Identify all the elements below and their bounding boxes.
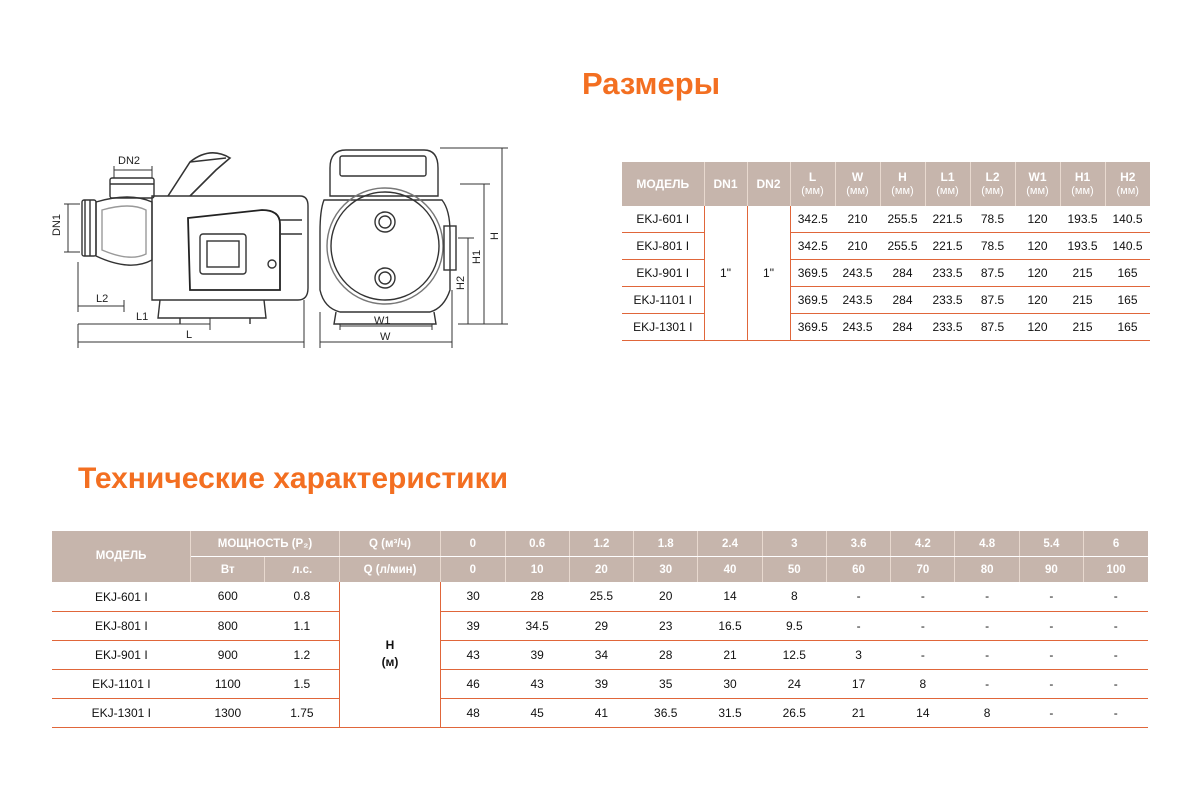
q-m3-value: 3.6 bbox=[826, 531, 890, 557]
dimensions-table bbox=[622, 162, 1150, 341]
l-label: L bbox=[186, 329, 193, 341]
cell-head: - bbox=[1019, 611, 1083, 640]
cell-w: 210 bbox=[835, 206, 880, 233]
cell-w1: 120 bbox=[1015, 260, 1060, 287]
cell-power-hp: 1.5 bbox=[265, 669, 339, 698]
cell-head: 14 bbox=[698, 582, 762, 611]
side-dimension-lines bbox=[64, 166, 304, 348]
header-model: МОДЕЛЬ bbox=[52, 531, 191, 582]
cell-head: 31.5 bbox=[698, 698, 762, 727]
header-dn1: DN1 bbox=[704, 162, 747, 206]
cell-h2: 165 bbox=[1105, 287, 1150, 314]
table-row bbox=[52, 640, 1148, 669]
cell-power-w: 1100 bbox=[191, 669, 265, 698]
l2-label: L2 bbox=[96, 293, 109, 305]
cell-head: - bbox=[891, 611, 955, 640]
cell-w1: 120 bbox=[1015, 233, 1060, 260]
h2-label: H2 bbox=[455, 275, 467, 290]
header-q-m3: Q (м³/ч) bbox=[339, 531, 440, 557]
table-row bbox=[52, 669, 1148, 698]
cell-head: 41 bbox=[569, 698, 633, 727]
q-lmin-value: 30 bbox=[634, 557, 698, 583]
cell-head: 20 bbox=[634, 582, 698, 611]
cell-w: 210 bbox=[835, 233, 880, 260]
cell-head: - bbox=[1084, 611, 1148, 640]
cell-head: - bbox=[891, 582, 955, 611]
cell-head: - bbox=[1019, 582, 1083, 611]
cell-head: 30 bbox=[698, 669, 762, 698]
pump-side-view bbox=[82, 153, 308, 324]
table-row bbox=[622, 314, 1150, 341]
q-lmin-value: 20 bbox=[569, 557, 633, 583]
header-power-hp: л.с. bbox=[265, 557, 339, 583]
cell-head: 12.5 bbox=[762, 640, 826, 669]
cell-head: 24 bbox=[762, 669, 826, 698]
cell-l1: 233.5 bbox=[925, 314, 970, 341]
cell-head: 17 bbox=[826, 669, 890, 698]
cell-w: 243.5 bbox=[835, 260, 880, 287]
q-m3-value: 1.8 bbox=[634, 531, 698, 557]
cell-w: 243.5 bbox=[835, 287, 880, 314]
cell-w1: 120 bbox=[1015, 314, 1060, 341]
cell-w1: 120 bbox=[1015, 206, 1060, 233]
header-l: L (мм) bbox=[790, 162, 835, 206]
h-label: H bbox=[489, 232, 501, 240]
cell-head: 25.5 bbox=[569, 582, 633, 611]
cell-head: 8 bbox=[762, 582, 826, 611]
cell-l1: 221.5 bbox=[925, 233, 970, 260]
cell-l1: 221.5 bbox=[925, 206, 970, 233]
cell-head: 39 bbox=[505, 640, 569, 669]
cell-head: - bbox=[955, 582, 1019, 611]
cell-head: - bbox=[1019, 640, 1083, 669]
header-q-lmin: Q (л/мин) bbox=[339, 557, 440, 583]
cell-power-hp: 1.1 bbox=[265, 611, 339, 640]
cell-l: 342.5 bbox=[790, 233, 835, 260]
cell-head: 48 bbox=[441, 698, 505, 727]
cell-head: 30 bbox=[441, 582, 505, 611]
cell-head: 26.5 bbox=[762, 698, 826, 727]
cell-h1: 215 bbox=[1060, 314, 1105, 341]
side-dimension-labels bbox=[51, 155, 192, 341]
cell-l2: 87.5 bbox=[970, 314, 1015, 341]
table-row bbox=[622, 233, 1150, 260]
cell-h2: 140.5 bbox=[1105, 233, 1150, 260]
cell-h: 284 bbox=[880, 314, 925, 341]
dn2-label: DN2 bbox=[118, 155, 141, 167]
cell-h1: 215 bbox=[1060, 287, 1105, 314]
cell-power-w: 1300 bbox=[191, 698, 265, 727]
header-dn2: DN2 bbox=[747, 162, 790, 206]
cell-head: 46 bbox=[441, 669, 505, 698]
q-lmin-value: 70 bbox=[891, 557, 955, 583]
cell-l: 369.5 bbox=[790, 260, 835, 287]
cell-model: EKJ-1301 I bbox=[622, 314, 704, 341]
q-lmin-value: 10 bbox=[505, 557, 569, 583]
cell-model: EKJ-1101 I bbox=[622, 287, 704, 314]
specs-header-row-2 bbox=[52, 557, 1148, 583]
cell-model: EKJ-1101 I bbox=[52, 669, 191, 698]
cell-model: EKJ-801 I bbox=[622, 233, 704, 260]
cell-head: - bbox=[891, 640, 955, 669]
cell-head: 34 bbox=[569, 640, 633, 669]
cell-l1: 233.5 bbox=[925, 260, 970, 287]
header-h: H (мм) bbox=[880, 162, 925, 206]
pump-dimension-drawing bbox=[40, 140, 520, 360]
cell-l2: 87.5 bbox=[970, 260, 1015, 287]
cell-head: 36.5 bbox=[634, 698, 698, 727]
header-w1: W1 (мм) bbox=[1015, 162, 1060, 206]
q-m3-value: 4.2 bbox=[891, 531, 955, 557]
w1-label: W1 bbox=[374, 315, 391, 327]
w-label: W bbox=[380, 331, 391, 343]
dimensions-header-row bbox=[622, 162, 1150, 206]
q-m3-value: 3 bbox=[762, 531, 826, 557]
pump-front-view bbox=[320, 150, 456, 324]
table-row bbox=[622, 260, 1150, 287]
cell-head: 28 bbox=[505, 582, 569, 611]
cell-l2: 87.5 bbox=[970, 287, 1015, 314]
cell-model: EKJ-601 I bbox=[52, 582, 191, 611]
cell-power-hp: 1.75 bbox=[265, 698, 339, 727]
cell-h2: 140.5 bbox=[1105, 206, 1150, 233]
cell-head: - bbox=[1084, 582, 1148, 611]
cell-head: 3 bbox=[826, 640, 890, 669]
cell-head: - bbox=[1019, 669, 1083, 698]
q-m3-value: 4.8 bbox=[955, 531, 1019, 557]
cell-model: EKJ-801 I bbox=[52, 611, 191, 640]
cell-head: - bbox=[826, 611, 890, 640]
cell-h: 255.5 bbox=[880, 233, 925, 260]
cell-h1: 193.5 bbox=[1060, 206, 1105, 233]
cell-power-w: 800 bbox=[191, 611, 265, 640]
cell-head: 39 bbox=[569, 669, 633, 698]
table-row bbox=[52, 582, 1148, 611]
q-lmin-value: 40 bbox=[698, 557, 762, 583]
head-unit: (м) bbox=[381, 655, 399, 670]
cell-head: 8 bbox=[955, 698, 1019, 727]
cell-power-hp: 1.2 bbox=[265, 640, 339, 669]
q-lmin-value: 60 bbox=[826, 557, 890, 583]
cell-power-hp: 0.8 bbox=[265, 582, 339, 611]
q-lmin-value: 0 bbox=[441, 557, 505, 583]
cell-power-w: 600 bbox=[191, 582, 265, 611]
cell-h1: 193.5 bbox=[1060, 233, 1105, 260]
table-row bbox=[52, 611, 1148, 640]
front-dimension-lines bbox=[320, 148, 508, 348]
cell-dn1: 1" bbox=[704, 206, 747, 341]
cell-head: - bbox=[955, 611, 1019, 640]
cell-head: 14 bbox=[891, 698, 955, 727]
cell-head: - bbox=[1084, 640, 1148, 669]
cell-head: - bbox=[1019, 698, 1083, 727]
cell-power-w: 900 bbox=[191, 640, 265, 669]
cell-h2: 165 bbox=[1105, 260, 1150, 287]
table-row bbox=[622, 287, 1150, 314]
cell-h: 284 bbox=[880, 287, 925, 314]
cell-dn2: 1" bbox=[747, 206, 790, 341]
dimensions-title: Размеры bbox=[582, 66, 721, 101]
specs-table bbox=[52, 531, 1148, 728]
cell-l1: 233.5 bbox=[925, 287, 970, 314]
cell-l: 369.5 bbox=[790, 314, 835, 341]
header-model: МОДЕЛЬ bbox=[622, 162, 704, 206]
cell-head: 29 bbox=[569, 611, 633, 640]
q-lmin-value: 90 bbox=[1019, 557, 1083, 583]
q-lmin-value: 80 bbox=[955, 557, 1019, 583]
cell-head: 21 bbox=[698, 640, 762, 669]
cell-h: 255.5 bbox=[880, 206, 925, 233]
cell-l: 369.5 bbox=[790, 287, 835, 314]
head-label: H bbox=[385, 638, 395, 653]
cell-l2: 78.5 bbox=[970, 233, 1015, 260]
cell-head: - bbox=[826, 582, 890, 611]
cell-model: EKJ-601 I bbox=[622, 206, 704, 233]
cell-head: - bbox=[1084, 698, 1148, 727]
cell-head-label bbox=[339, 582, 440, 727]
specs-header-row-1 bbox=[52, 531, 1148, 557]
cell-head: 39 bbox=[441, 611, 505, 640]
cell-head: 43 bbox=[441, 640, 505, 669]
cell-head: - bbox=[1084, 669, 1148, 698]
cell-head: 28 bbox=[634, 640, 698, 669]
cell-head: 23 bbox=[634, 611, 698, 640]
header-power-w: Вт bbox=[191, 557, 265, 583]
q-lmin-value: 50 bbox=[762, 557, 826, 583]
q-m3-value: 1.2 bbox=[569, 531, 633, 557]
cell-l: 342.5 bbox=[790, 206, 835, 233]
cell-head: - bbox=[955, 669, 1019, 698]
q-m3-value: 0.6 bbox=[505, 531, 569, 557]
cell-w: 243.5 bbox=[835, 314, 880, 341]
cell-head: 8 bbox=[891, 669, 955, 698]
cell-head: 35 bbox=[634, 669, 698, 698]
header-l2: L2 (мм) bbox=[970, 162, 1015, 206]
specs-title: Технические характеристики bbox=[78, 462, 509, 495]
cell-h2: 165 bbox=[1105, 314, 1150, 341]
q-m3-value: 0 bbox=[441, 531, 505, 557]
cell-head: 9.5 bbox=[762, 611, 826, 640]
cell-h1: 215 bbox=[1060, 260, 1105, 287]
cell-head: 34.5 bbox=[505, 611, 569, 640]
q-m3-value: 6 bbox=[1084, 531, 1148, 557]
table-row bbox=[622, 206, 1150, 233]
cell-head: 16.5 bbox=[698, 611, 762, 640]
cell-model: EKJ-1301 I bbox=[52, 698, 191, 727]
q-m3-value: 2.4 bbox=[698, 531, 762, 557]
header-power: МОЩНОСТЬ (P₂) bbox=[191, 531, 340, 557]
cell-l2: 78.5 bbox=[970, 206, 1015, 233]
q-m3-value: 5.4 bbox=[1019, 531, 1083, 557]
cell-w1: 120 bbox=[1015, 287, 1060, 314]
header-w: W (мм) bbox=[835, 162, 880, 206]
table-row bbox=[52, 698, 1148, 727]
cell-model: EKJ-901 I bbox=[622, 260, 704, 287]
dn1-label: DN1 bbox=[51, 213, 63, 236]
header-h2: H2 (мм) bbox=[1105, 162, 1150, 206]
cell-head: 45 bbox=[505, 698, 569, 727]
cell-head: 43 bbox=[505, 669, 569, 698]
header-h1: H1 (мм) bbox=[1060, 162, 1105, 206]
header-l1: L1 (мм) bbox=[925, 162, 970, 206]
q-lmin-value: 100 bbox=[1084, 557, 1148, 583]
cell-model: EKJ-901 I bbox=[52, 640, 191, 669]
cell-head: 21 bbox=[826, 698, 890, 727]
h1-label: H1 bbox=[471, 249, 483, 264]
l1-label: L1 bbox=[136, 311, 149, 323]
cell-head: - bbox=[955, 640, 1019, 669]
cell-h: 284 bbox=[880, 260, 925, 287]
